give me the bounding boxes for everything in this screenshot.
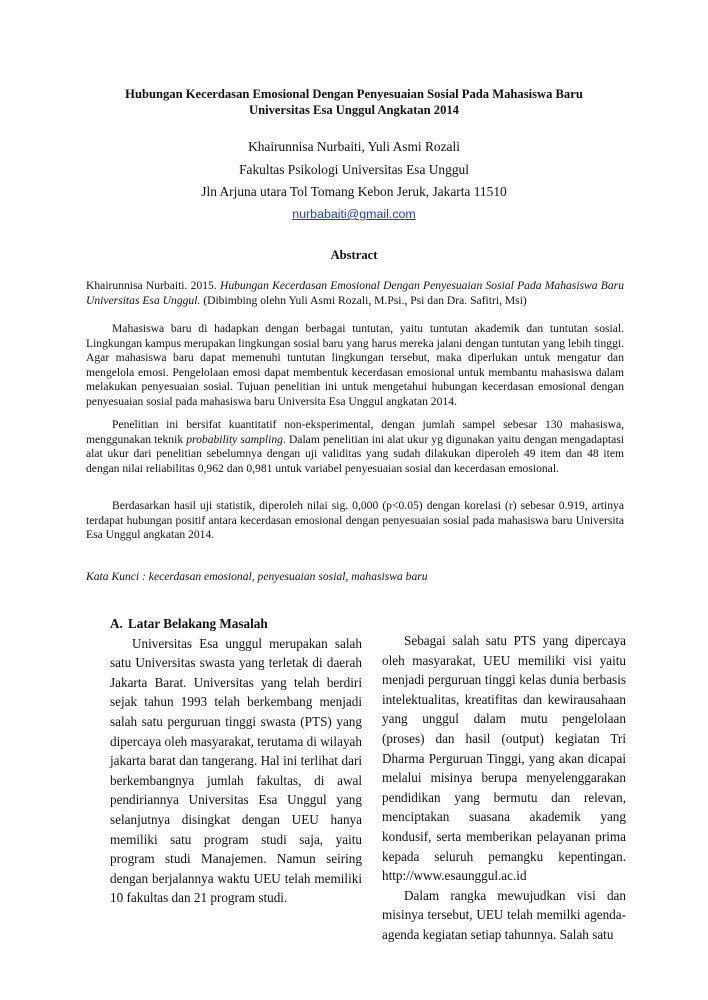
citation-prefix: Khairunnisa Nurbaiti. 2015. — [86, 279, 220, 292]
abstract-heading: Abstract — [330, 248, 378, 262]
section-number: A. — [110, 616, 123, 631]
abstract-citation — [86, 279, 624, 308]
abstract-para-2a: Penelitian ini bersifat kuantitatif non-eksperimental, dengan jumlah sampel sebesar 130 mahasiswa, menggunakan teknik — [86, 418, 624, 446]
abstract-paragraph-2 — [86, 418, 624, 476]
abstract-para-3-text: Berdasarkan hasil uji statistik, diperoleh nilai sig. 0,000 (p<0.05) dengan korelasi (r) sebesar 0.919, artinya terdapat hubungan positif antara kecerdasan emosional dengan penyesuaian sosial pada mahasiswa baru Universita Esa Unggul angkatan 2014. — [86, 499, 624, 542]
title-line-2: Universitas Esa Unggul Angkatan 2014 — [249, 103, 459, 117]
section-title: Latar Belakang Masalah — [128, 616, 268, 631]
right-paragraph-2: Dalam rangka mewujudkan visi dan misinya tersebut, UEU telah memilki agenda-agenda kegiatan setiap tahunnya. Salah satu — [382, 887, 626, 942]
right-column — [382, 631, 626, 945]
abstract-paragraph-1 — [86, 322, 624, 410]
section-heading — [110, 614, 362, 634]
left-paragraph: Universitas Esa unggul merupakan salah satu Universitas swasta yang terletak di daerah Jakarta Barat. Universitas yang telah berdiri sejak tahun 1993 telah berkembang menjadi salah satu perguruan tinggi swasta (PTS) yang dipercaya oleh masyarakat, terutama di wilayah jakarta barat dan tangerang. Hal ini terlihat dari berkembangnya jumlah fakultas, di awal pendiriannya Universitas Esa Unggul yang selanjutnya disingkat dengan UEU hanya memiliki satu program studi saja, yaitu program studi Manajemen. Namun seiring dengan berjalannya waktu UEU telah memiliki 10 fakultas dan 21 program studi. — [110, 635, 362, 906]
left-column — [110, 614, 362, 908]
abstract-para-2-emphasis: probability sampling — [186, 432, 283, 446]
abstract-para-1-text: Mahasiswa baru di hadapkan dengan berbagai tuntutan, yaitu tuntutan akademik dan tuntutan sosial. Lingkungan kampus merupakan lingkungan sosial baru yang harus mereka jalani dengan tuntutan yang lebih tinggi. Agar mahasiswa baru dapat memenuhi tuntutan lingkungan tersebut, maka diperlukan untuk mengatur dan mengelola emosi. Pengelolaan emosi dapat membentuk kecerdasan emosional untuk membantu mahasiswa dalam melakukan penyesuaian sosial. Tujuan penelitian ini untuk mengetahui hubungan kecerdasan emosional dengan penyesuaian sosial pada mahasiswa baru Universita Esa Unggul angkatan 2014. — [86, 322, 625, 408]
abstract-paragraph-3 — [86, 499, 624, 543]
address: Jln Arjuna utara Tol Tomang Kebon Jeruk, Jakarta 11510 — [201, 184, 507, 199]
paper-title — [60, 86, 648, 118]
citation-title: Hubungan Kecerdasan Emosional Dengan Penyesuaian Sosial Pada Mahasiswa Baru Universitas Esa Unggul. — [86, 279, 624, 307]
keywords: Kata Kunci : kecerdasan emosional, penyesuaian sosial, mahasiswa baru — [86, 570, 428, 583]
affiliation: Fakultas Psikologi Universitas Esa Unggul — [239, 162, 469, 177]
citation-suffix: (Dibimbing olehn Yuli Asmi Rozali, M.Psi., Psi dan Dra. Safitri, Msi) — [200, 293, 527, 307]
title-line-1: Hubungan Kecerdasan Emosional Dengan Penyesuaian Sosial Pada Mahasiswa Baru — [125, 87, 583, 101]
right-paragraph-1: Sebagai salah satu PTS yang dipercaya oleh masyarakat, UEU memiliki visi yaitu menjadi perguruan tinggi kelas dunia berbasis intelektualitas, kreatifitas dan kewirausahaan yang unggul dalam mutu pengelolaan (proses) dan hasil (output) kegiatan Tri Dharma Perguruan Tinggi, yang akan dicapai melalui misinya berupa menyelenggarakan pendidikan yang bermutu dan relevan, menciptakan suasana akademik yang kondusif, serta memberikan pelayanan prima kepada seluruh pemangku kepentingan. http://www.esaunggul.ac.id — [382, 633, 626, 884]
authors: Khairunnisa Nurbaiti, Yuli Asmi Rozali — [248, 139, 460, 154]
email-link[interactable]: nurbabaiti@gmail.com — [292, 207, 416, 221]
abstract-para-2b: . Dalam penelitian ini alat ukur yg digunakan yaitu dengan mengadaptasi alat ukur dari penelitian sebelumnya dengan uji validitas yang sudah dilakukan diperoleh 49 item dan 48 item dengan nilai reliabilitas 0,962 dan 0,981 untuk variabel penyesuaian sosial dan kecerdasan emosional. — [86, 432, 624, 475]
